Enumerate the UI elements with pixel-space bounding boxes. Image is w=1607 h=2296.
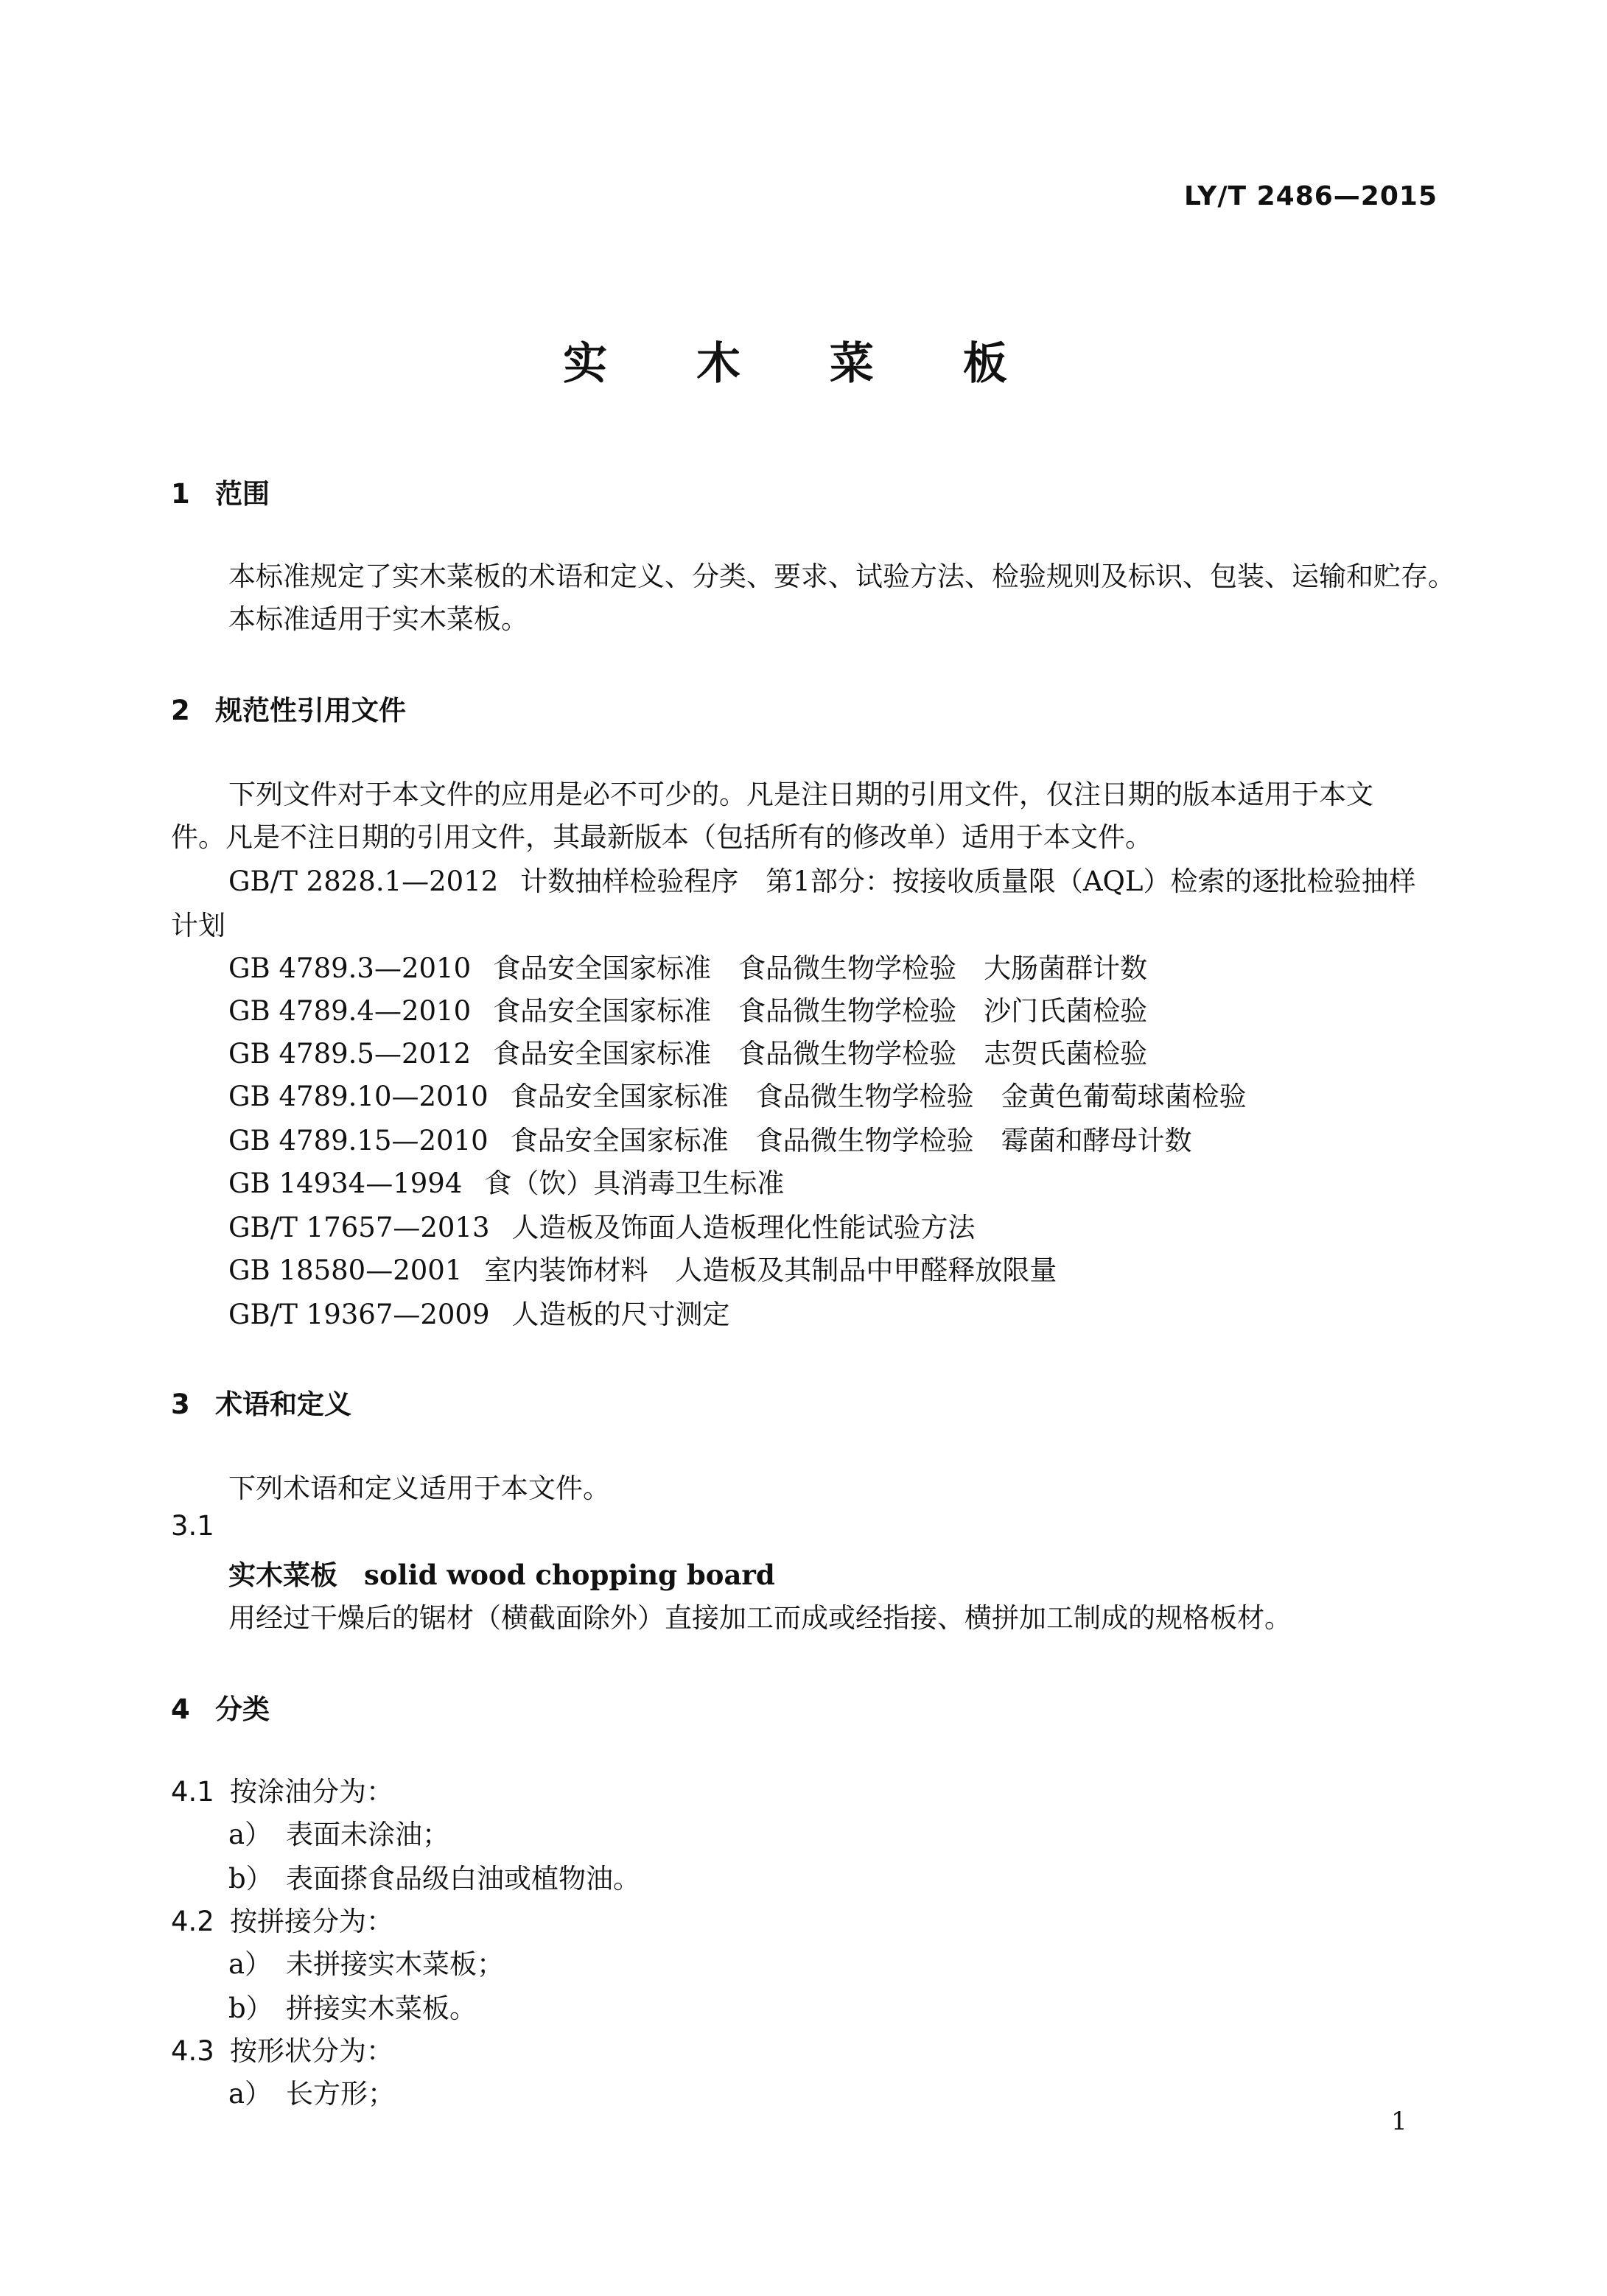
reference-title: 人造板及饰面人造板理化性能试验方法 — [511, 1212, 976, 1243]
list-text: 拼接实木菜板。 — [286, 1993, 477, 2024]
section-4-heading — [171, 1687, 270, 1727]
list-text: 长方形； — [286, 2078, 395, 2110]
list-marker: b） — [228, 1863, 273, 1895]
subsection-4-1 — [171, 1769, 393, 1809]
reference-item — [228, 1292, 730, 1332]
reference-title: 食（饮）具消毒卫生标准 — [484, 1168, 785, 1199]
term-definition: 用经过干燥后的锯材（横截面除外）直接加工而成或经指接、横拼加工制成的规格板材。 — [228, 1602, 1292, 1634]
reference-code: GB 4789.4—2010 — [228, 995, 472, 1027]
term-number: 3.1 — [171, 1510, 214, 1542]
paragraph: 本标准规定了实木菜板的术语和定义、分类、要求、试验方法、检验规则及标识、包装、运输和贮存。 — [228, 561, 1455, 592]
standard-number: LY/T 2486—2015 — [1183, 181, 1438, 211]
reference-code: GB 4789.15—2010 — [228, 1125, 489, 1156]
subsection-title: 按拼接分为： — [230, 1906, 393, 1937]
reference-title: 食品安全国家标准 食品微生物学检验 沙门氏菌检验 — [493, 995, 1148, 1027]
reference-item — [228, 1118, 1192, 1158]
subsection-title: 按涂油分为： — [230, 1776, 393, 1808]
reference-code: GB/T 2828.1—2012 — [228, 866, 499, 897]
reference-item — [228, 1205, 976, 1245]
subsection-number: 4.2 — [171, 1906, 214, 1937]
reference-code: GB 4789.5—2012 — [228, 1038, 472, 1070]
reference-title: 计数抽样检验程序 第1部分：按接收质量限（AQL）检索的逐批检验抽样 — [520, 866, 1416, 897]
list-item — [228, 1942, 504, 1981]
reference-code: GB 18580—2001 — [228, 1254, 463, 1286]
term-chinese: 实木菜板 — [228, 1559, 337, 1591]
reference-item — [228, 1074, 1247, 1114]
reference-title: 室内装饰材料 人造板及其制品中甲醛释放限量 — [484, 1254, 1057, 1286]
reference-item — [228, 1248, 1057, 1288]
list-marker: b） — [228, 1993, 273, 2024]
section-number: 1 — [171, 478, 190, 510]
section-1-heading — [171, 471, 270, 511]
reference-title: 食品安全国家标准 食品微生物学检验 霉菌和酵母计数 — [510, 1125, 1192, 1156]
list-text: 表面未涂油； — [286, 1819, 449, 1850]
reference-title: 人造板的尺寸测定 — [511, 1299, 730, 1330]
reference-title: 食品安全国家标准 食品微生物学检验 金黄色葡萄球菌检验 — [510, 1081, 1247, 1112]
document-title: 实 木 菜 板 — [563, 338, 1044, 390]
reference-title: 食品安全国家标准 食品微生物学检验 志贺氏菌检验 — [493, 1038, 1148, 1070]
section-title: 规范性引用文件 — [215, 695, 406, 726]
section-number: 3 — [171, 1389, 190, 1420]
list-text: 未拼接实木菜板； — [286, 1948, 504, 1980]
subsection-4-2 — [171, 1899, 393, 1939]
paragraph: 件。凡是不注日期的引用文件，其最新版本（包括所有的修改单）适用于本文件。 — [171, 821, 1152, 853]
reference-item-continued: 计划 — [171, 910, 225, 941]
term-english: solid wood chopping board — [364, 1559, 775, 1591]
term-entry — [228, 1553, 775, 1593]
reference-title: 食品安全国家标准 食品微生物学检验 大肠菌群计数 — [493, 952, 1148, 984]
reference-code: GB 4789.10—2010 — [228, 1081, 489, 1112]
section-title: 术语和定义 — [215, 1389, 351, 1420]
reference-code: GB 4789.3—2010 — [228, 952, 472, 984]
section-2-heading — [171, 688, 406, 728]
list-item — [228, 1812, 449, 1852]
reference-item — [228, 946, 1147, 986]
reference-code: GB/T 17657—2013 — [228, 1212, 490, 1243]
list-marker: a） — [228, 1819, 273, 1850]
subsection-title: 按形状分为： — [230, 2035, 393, 2067]
section-number: 2 — [171, 695, 190, 726]
section-3-heading — [171, 1382, 351, 1422]
list-marker: a） — [228, 2078, 273, 2110]
section-title: 范围 — [215, 478, 270, 510]
paragraph: 下列文件对于本文件的应用是必不可少的。凡是注日期的引用文件，仅注日期的版本适用于本文 — [228, 779, 1373, 810]
reference-item — [228, 859, 1415, 899]
section-number: 4 — [171, 1693, 190, 1725]
list-item — [228, 1856, 640, 1896]
reference-item — [228, 1031, 1147, 1071]
subsection-number: 4.1 — [171, 1776, 214, 1808]
paragraph: 本标准适用于实木菜板。 — [228, 603, 528, 635]
subsection-number: 4.3 — [171, 2035, 214, 2067]
reference-item — [228, 989, 1147, 1028]
subsection-4-3 — [171, 2029, 393, 2068]
list-text: 表面搽食品级白油或植物油。 — [286, 1863, 640, 1895]
reference-code: GB/T 19367—2009 — [228, 1299, 490, 1330]
page-number: 1 — [1391, 2107, 1407, 2136]
list-item — [228, 1986, 477, 2026]
reference-item — [228, 1161, 784, 1201]
list-marker: a） — [228, 1948, 273, 1980]
reference-code: GB 14934—1994 — [228, 1168, 463, 1199]
list-item — [228, 2071, 395, 2111]
section-title: 分类 — [215, 1693, 270, 1725]
paragraph: 下列术语和定义适用于本文件。 — [228, 1472, 610, 1504]
